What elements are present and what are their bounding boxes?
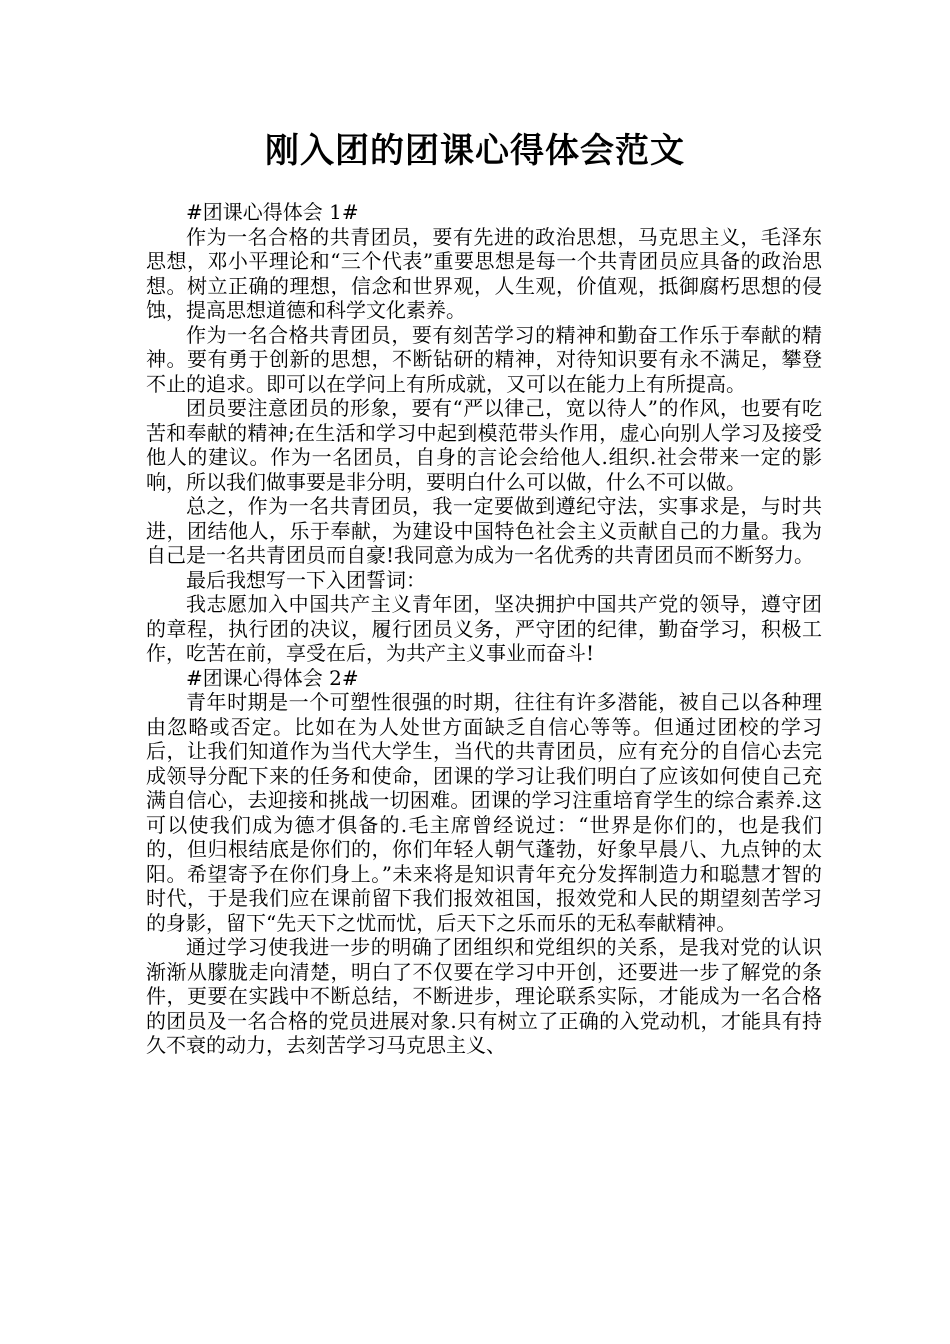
- section-heading-1: #团课心得体会 1#: [186, 200, 359, 224]
- paragraph-conclusion: 总之，作为一名共青团员，我一定要做到遵纪守法，实事求是，与时共进，团结他人，乐于奉献，为建设中国特色社会主义贡献自己的力量。我为自己是一名共青团员而自豪!我同意为成为一名优秀的共青团员而不断努力。: [146, 494, 822, 567]
- page-title: 刚入团的团课心得体会范文: [265, 131, 685, 171]
- paragraph-youth-period: 青年时期是一个可塑性很强的时期，往往有许多潜能，被自己以各种理由忽略或否定。比如在为人处世方面缺乏自信心等等。但通过团校的学习后，让我们知道作为当代大学生，当代的共青团员，应有充分的自信心去完成领导分配下来的任务和使命，团课的学习让我们明白了应该如何使自己充满自信心，去迎接和挑战一切困难。团课的学习注重培育学生的综合素养.这可以使我们成为德才俱备的.毛主席曾经说过：“世界是你们的，也是我们的，但归根结底是你们的，你们年轻人朝气蓬勃，好象早晨八、九点钟的太阳。希望寄予在你们身上。”未来将是知识青年充分发挥制造力和聪慧才智的时代，于是我们应在课前留下我们报效祖国，报效党和人民的期望刻苦学习的身影，留下“先天下之忧而忧，后天下之乐而乐的无私奉献精神。: [146, 690, 822, 935]
- paragraph-political-thought: 作为一名合格的共青团员，要有先进的政治思想，马克思主义，毛泽东思想，邓小平理论和“三个代表”重要思想是每一个共青团员应具备的政治思想。树立正确的理想，信念和世界观，人生观，价值观，抵御腐朽思想的侵蚀，提高思想道德和科学文化素养。: [146, 224, 822, 322]
- paragraph-party-relationship: 通过学习使我进一步的明确了团组织和党组织的关系，是我对党的认识渐渐从朦胧走向清楚，明白了不仅要在学习中开创，还要进一步了解党的条件，更要在实践中不断总结，不断进步，理论联系实际，才能成为一名合格的团员及一名合格的党员进展对象.只有树立了正确的入党动机，才能具有持久不衰的动力，去刻苦学习马克思主义、: [146, 935, 822, 1057]
- section-heading-2: #团课心得体会 2#: [186, 665, 359, 690]
- paragraph-study-spirit: 作为一名合格共青团员，要有刻苦学习的精神和勤奋工作乐于奉献的精神。要有勇于创新的思想，不断钻研的精神，对待知识要有永不满足，攀登不止的追求。即可以在学问上有所成就，又可以在能力上有所提高。: [146, 322, 822, 396]
- document-body: [146, 200, 822, 1058]
- paragraph-oath-intro: 最后我想写一下入团誓词：: [186, 567, 426, 592]
- paragraph-oath: 我志愿加入中国共产主义青年团，坚决拥护中国共产党的领导，遵守团的章程，执行团的决议，履行团员义务，严守团的纪律，勤奋学习，积极工作，吃苦在前，享受在后，为共产主义事业而奋斗!: [146, 592, 822, 665]
- paragraph-member-image: 团员要注意团员的形象，要有“严以律己，宽以待人”的作风，也要有吃苦和奉献的精神;在生活和学习中起到模范带头作用，虚心向别人学习及接受他人的建议。作为一名团员，自身的言论会给他人.组织.社会带来一定的影响，所以我们做事要是非分明，要明白什么可以做，什么不可以做。: [146, 396, 822, 494]
